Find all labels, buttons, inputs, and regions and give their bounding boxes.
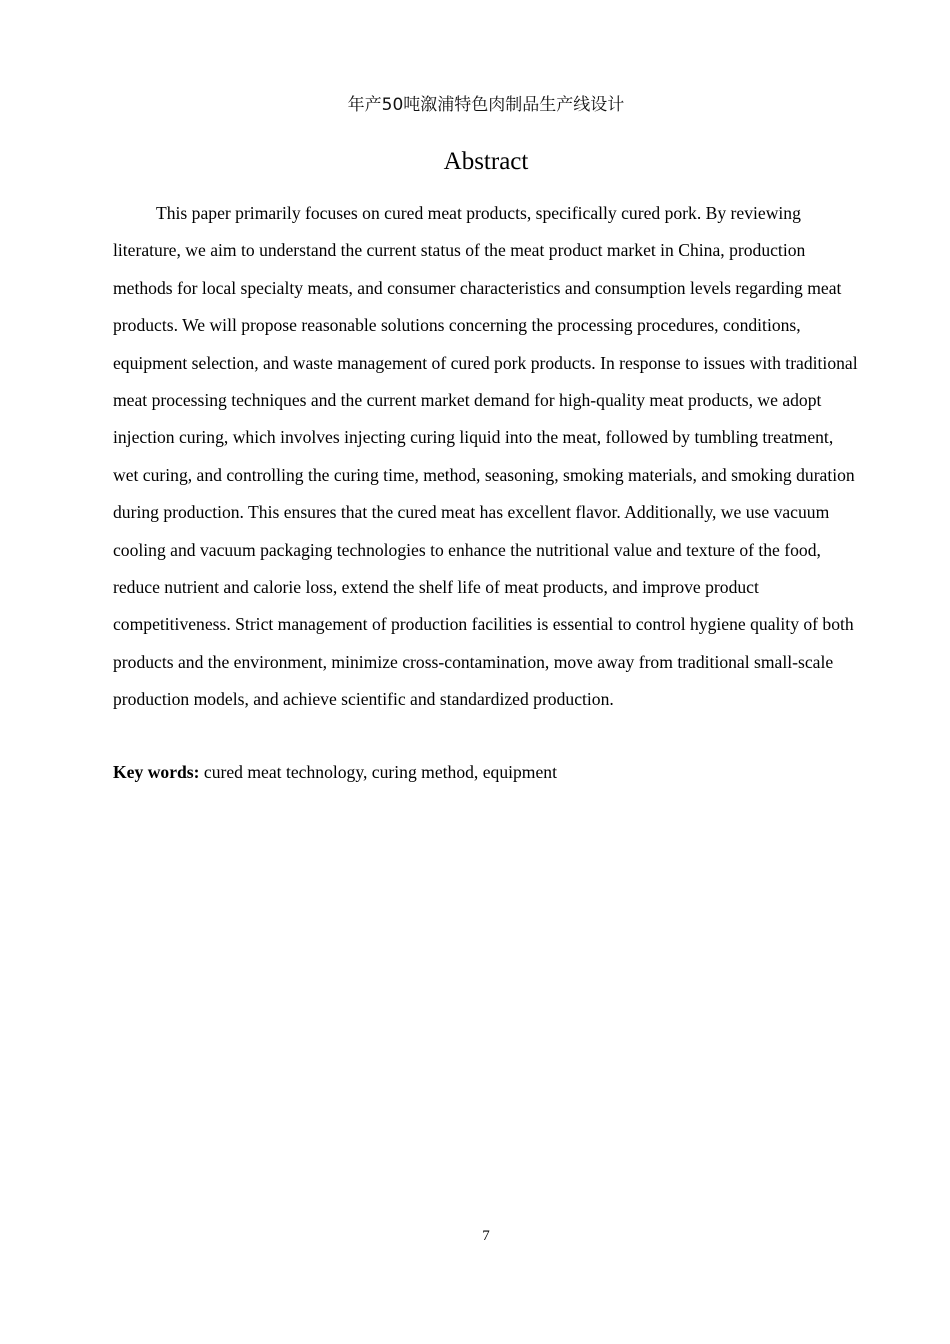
keywords-value: cured meat technology, curing method, equipment — [203, 762, 557, 782]
keywords-label: Key words: — [113, 762, 200, 782]
abstract-body: This paper primarily focuses on cured meat products, specifically cured pork. By reviewing literature, we aim to understand the current status of the meat product market in China, production methods for local specialty meats, and consumer characteristics and consumption levels regarding meat products. We will propose reasonable solutions concerning the processing procedures, conditions, equipment selection, and waste management of cured pork products. In response to issues with traditional meat processing techniques and the current market demand for high-quality meat products, we adopt injection curing, which involves injecting curing liquid into the meat, followed by tumbling treatment, wet curing, and controlling the curing time, method, seasoning, smoking materials, and smoking duration during production. This ensures that the cured meat has excellent flavor. Additionally, we use vacuum cooling and vacuum packaging technologies to enhance the nutritional value and texture of the food, reduce nutrient and calorie loss, extend the shelf life of meat products, and improve product competitiveness. Strict management of production facilities is essential to control hygiene quality of both products and the environment, minimize cross-contamination, move away from traditional small-scale production models, and achieve scientific and standardized production. — [113, 203, 858, 710]
page-number: 7 — [482, 1228, 490, 1244]
abstract-heading: Abstract — [443, 148, 529, 175]
keywords-line — [113, 756, 863, 788]
running-title: 年产50吨溆浦特色肉制品生产线设计 — [347, 95, 625, 115]
